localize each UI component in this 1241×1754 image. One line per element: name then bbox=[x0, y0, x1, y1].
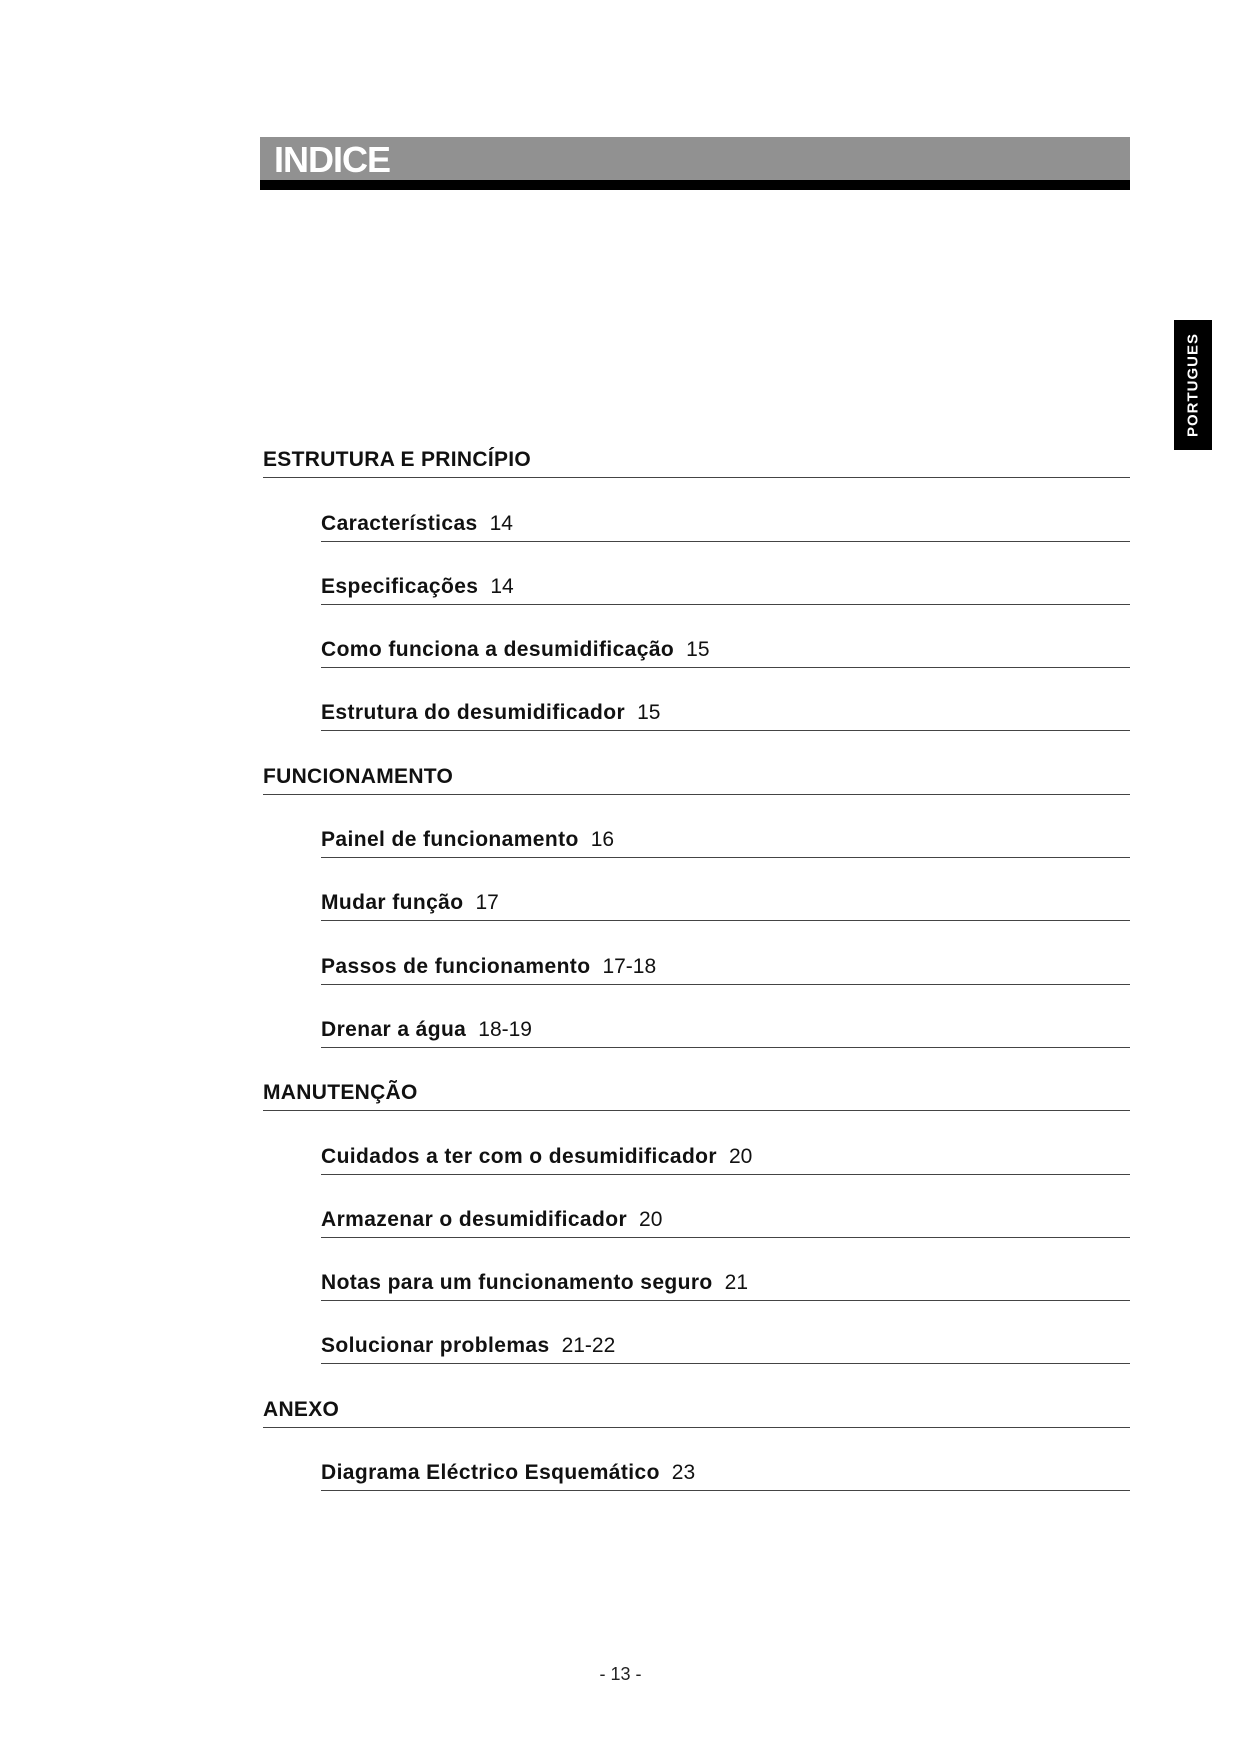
divider bbox=[321, 1490, 1130, 1491]
divider bbox=[321, 1300, 1130, 1301]
toc-item bbox=[263, 679, 1130, 742]
toc-section bbox=[263, 426, 1130, 489]
language-tab-label: PORTUGUES bbox=[1184, 332, 1202, 438]
toc-item-page: 15 bbox=[637, 701, 661, 725]
toc-item bbox=[263, 553, 1130, 616]
toc-item-page: 21-22 bbox=[561, 1334, 616, 1358]
toc-item-label: Passos de funcionamento bbox=[321, 954, 591, 978]
toc-item-page: 21 bbox=[724, 1271, 749, 1295]
divider bbox=[321, 541, 1130, 542]
toc-item-label: Painel de funcionamento bbox=[321, 828, 579, 852]
divider bbox=[263, 477, 1130, 478]
toc-item-page: 17 bbox=[475, 891, 499, 915]
toc-item-page: 15 bbox=[686, 638, 710, 662]
toc-item-label: Drenar a água bbox=[321, 1017, 467, 1041]
toc-section bbox=[263, 1375, 1130, 1438]
toc-item bbox=[263, 1122, 1130, 1185]
toc-item bbox=[263, 806, 1130, 869]
divider bbox=[263, 1427, 1130, 1428]
toc-section-title: MANUTENÇÃO bbox=[263, 1081, 418, 1105]
toc-item-label: Solucionar problemas bbox=[321, 1334, 550, 1358]
toc-section-title: FUNCIONAMENTO bbox=[263, 764, 454, 788]
divider bbox=[321, 984, 1130, 985]
toc-item-label: Estrutura do desumidificador bbox=[321, 701, 626, 725]
table-of-contents bbox=[263, 426, 1130, 1502]
divider bbox=[321, 1363, 1130, 1364]
toc-item-page: 14 bbox=[489, 511, 513, 535]
toc-item bbox=[263, 996, 1130, 1059]
divider bbox=[321, 730, 1130, 731]
toc-section bbox=[263, 742, 1130, 805]
toc-item-page: 20 bbox=[639, 1207, 663, 1231]
divider bbox=[321, 667, 1130, 668]
toc-item bbox=[263, 1249, 1130, 1312]
toc-item-page: 17-18 bbox=[602, 954, 657, 978]
toc-item-page: 14 bbox=[490, 574, 514, 598]
toc-item bbox=[263, 869, 1130, 932]
toc-item-label: Como funciona a desumidificação bbox=[321, 638, 675, 662]
toc-section bbox=[263, 1059, 1130, 1122]
divider bbox=[321, 920, 1130, 921]
toc-section-title: ANEXO bbox=[263, 1397, 340, 1421]
toc-item-label: Diagrama Eléctrico Esquemático bbox=[321, 1461, 660, 1485]
toc-item bbox=[263, 616, 1130, 679]
toc-item-label: Cuidados a ter com o desumidificador bbox=[321, 1144, 717, 1168]
toc-section-title: ESTRUTURA E PRINCÍPIO bbox=[263, 448, 532, 472]
toc-item-label: Especificações bbox=[321, 574, 479, 598]
divider bbox=[321, 1047, 1130, 1048]
toc-item bbox=[263, 489, 1130, 552]
toc-item-page: 23 bbox=[671, 1461, 696, 1485]
toc-item bbox=[263, 1439, 1130, 1502]
toc-item bbox=[263, 1186, 1130, 1249]
toc-item-label: Notas para um funcionamento seguro bbox=[321, 1271, 713, 1295]
divider bbox=[321, 604, 1130, 605]
toc-item-label: Mudar função bbox=[321, 891, 464, 915]
divider bbox=[321, 1237, 1130, 1238]
page-title: INDICE bbox=[274, 139, 391, 180]
toc-item-page: 16 bbox=[590, 828, 615, 852]
toc-item-label: Características bbox=[321, 511, 478, 535]
divider bbox=[263, 794, 1130, 795]
page-number: - 13 - bbox=[599, 1664, 642, 1684]
toc-item-page: 18-19 bbox=[478, 1017, 532, 1041]
toc-item-page: 20 bbox=[728, 1144, 753, 1168]
divider bbox=[263, 1110, 1130, 1111]
title-band bbox=[260, 137, 1130, 190]
toc-item bbox=[263, 1312, 1130, 1375]
language-tab bbox=[1174, 320, 1212, 450]
toc-item-label: Armazenar o desumidificador bbox=[321, 1207, 628, 1231]
toc-item bbox=[263, 932, 1130, 995]
divider bbox=[321, 857, 1130, 858]
divider bbox=[321, 1174, 1130, 1175]
